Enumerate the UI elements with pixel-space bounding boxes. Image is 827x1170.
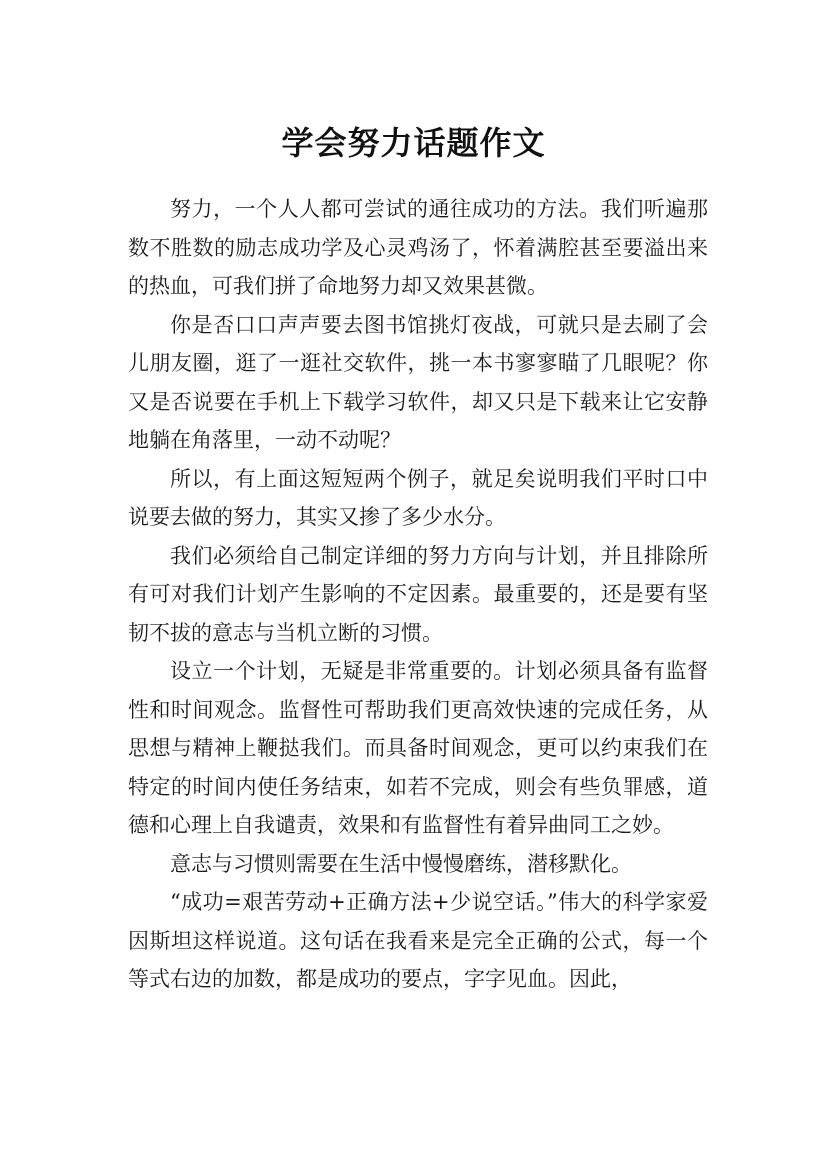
paragraph: 努力，一个人人都可尝试的通往成功的方法。我们听遍那数不胜数的励志成功学及心灵鸡汤了，怀着满腔甚至要溢出来的热血，可我们拼了命地努力却又效果甚微。 [128, 197, 708, 298]
document-body [128, 190, 708, 999]
paragraph: 你是否口口声声要去图书馆挑灯夜战，可就只是去刷了会儿朋友圈，逛了一逛社交软件，挑一本书寥寥瞄了几眼呢？你又是否说要在手机上下载学习软件，却又只是下载来让它安静地躺在角落里，一动不动呢？ [128, 312, 708, 452]
paragraph: “成功=艰苦劳动+正确方法+少说空话。”伟大的科学家爱因斯坦这样说道。这句话在我看来是完全正确的公式，每一个等式右边的加数，都是成功的要点，字字见血。因此， [128, 890, 708, 991]
paragraph: 意志与习惯则需要在生活中慢慢磨练，潜移默化。 [170, 851, 632, 876]
document-title: 学会努力话题作文 [281, 124, 546, 163]
paragraph: 设立一个计划，无疑是非常重要的。计划必须具备有监督性和时间观念。监督性可帮助我们更高效快速的完成任务，从思想与精神上鞭挞我们。而具备时间观念，更可以约束我们在特定的时间内使任务结束，如若不完成，则会有些负罪感，道德和心理上自我谴责，效果和有监督性有着异曲同工之妙。 [128, 659, 708, 837]
paragraph: 所以，有上面这短短两个例子，就足矣说明我们平时口中说要去做的努力，其实又掺了多少水分。 [128, 466, 708, 529]
paragraph: 我们必须给自己制定详细的努力方向与计划，并且排除所有可对我们计划产生影响的不定因素。最重要的，还是要有坚韧不拔的意志与当机立断的习惯。 [128, 543, 708, 645]
